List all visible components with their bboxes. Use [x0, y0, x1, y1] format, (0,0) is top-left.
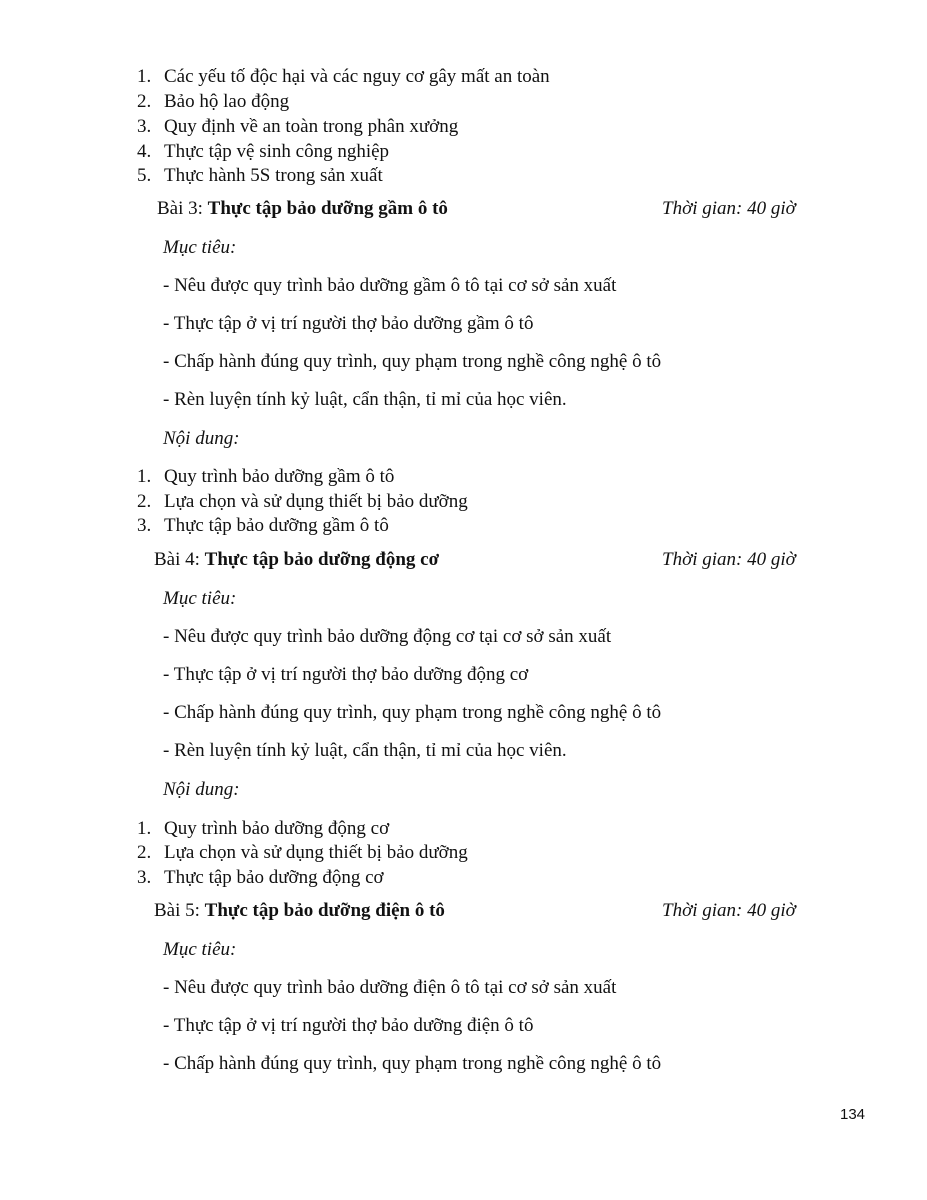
lesson-5-objectives-heading: Mục tiêu:	[163, 939, 237, 960]
list-number: 1.	[137, 818, 152, 839]
list-number: 2.	[137, 842, 152, 863]
list-number: 2.	[137, 91, 152, 112]
list-number: 1.	[137, 66, 152, 87]
lesson-5-time: Thời gian: 40 giờ	[662, 900, 796, 921]
list-item: Các yếu tố độc hại và các nguy cơ gây mất an toàn	[164, 66, 550, 87]
content-item: Lựa chọn và sử dụng thiết bị bảo dưỡng	[164, 842, 468, 863]
list-number: 1.	[137, 466, 152, 487]
lesson-3-prefix: Bài 3:	[157, 198, 203, 219]
lesson-4-title: Thực tập bảo dưỡng động cơ	[204, 549, 440, 570]
objective-item: - Nêu được quy trình bảo dưỡng gầm ô tô tại cơ sở sản xuất	[163, 275, 617, 296]
lesson-3-title: Thực tập bảo dưỡng gầm ô tô	[207, 198, 448, 219]
objective-item: - Chấp hành đúng quy trình, quy phạm trong nghề công nghệ ô tô	[163, 702, 662, 723]
lesson-3-heading	[0, 199, 927, 223]
list-item: Bảo hộ lao động	[164, 91, 290, 112]
page-number: 134	[840, 1106, 866, 1123]
list-number: 3.	[137, 116, 152, 137]
lesson-4-heading	[0, 550, 927, 574]
objective-item: - Chấp hành đúng quy trình, quy phạm trong nghề công nghệ ô tô	[163, 1053, 662, 1074]
content-item: Quy trình bảo dưỡng động cơ	[164, 818, 390, 839]
list-item: Thực hành 5S trong sản xuất	[164, 165, 383, 186]
objective-item: - Rèn luyện tính kỷ luật, cẩn thận, tỉ mỉ của học viên.	[163, 740, 567, 761]
list-number: 3.	[137, 867, 152, 888]
objective-item: - Rèn luyện tính kỷ luật, cẩn thận, tỉ mỉ của học viên.	[163, 389, 567, 410]
objective-item: - Nêu được quy trình bảo dưỡng động cơ tại cơ sở sản xuất	[163, 626, 612, 647]
lesson-3-content-heading: Nội dung:	[163, 428, 240, 449]
list-number: 4.	[137, 141, 152, 162]
objective-item: - Thực tập ở vị trí người thợ bảo dưỡng điện ô tô	[163, 1015, 534, 1036]
lesson-5-prefix: Bài 5:	[154, 900, 200, 921]
list-number: 2.	[137, 491, 152, 512]
list-number: 5.	[137, 165, 152, 186]
objective-item: - Nêu được quy trình bảo dưỡng điện ô tô tại cơ sở sản xuất	[163, 977, 617, 998]
list-item: Quy định về an toàn trong phân xưởng	[164, 116, 459, 137]
lesson-4-time: Thời gian: 40 giờ	[662, 549, 796, 570]
lesson-3-objectives-heading: Mục tiêu:	[163, 237, 237, 258]
lesson-4-content-heading: Nội dung:	[163, 779, 240, 800]
lesson-4-prefix: Bài 4:	[154, 549, 200, 570]
objective-item: - Thực tập ở vị trí người thợ bảo dưỡng động cơ	[163, 664, 529, 685]
lesson-3-time: Thời gian: 40 giờ	[662, 198, 796, 219]
list-number: 3.	[137, 515, 152, 536]
objective-item: - Chấp hành đúng quy trình, quy phạm trong nghề công nghệ ô tô	[163, 351, 662, 372]
content-item: Quy trình bảo dưỡng gầm ô tô	[164, 466, 395, 487]
content-item: Lựa chọn và sử dụng thiết bị bảo dưỡng	[164, 491, 468, 512]
content-item: Thực tập bảo dưỡng động cơ	[164, 867, 384, 888]
objective-item: - Thực tập ở vị trí người thợ bảo dưỡng gầm ô tô	[163, 313, 534, 334]
lesson-4-objectives-heading: Mục tiêu:	[163, 588, 237, 609]
list-item: Thực tập vệ sinh công nghiệp	[164, 141, 390, 162]
content-item: Thực tập bảo dưỡng gầm ô tô	[164, 515, 389, 536]
lesson-5-heading	[0, 901, 927, 925]
lesson-5-title: Thực tập bảo dưỡng điện ô tô	[204, 900, 445, 921]
